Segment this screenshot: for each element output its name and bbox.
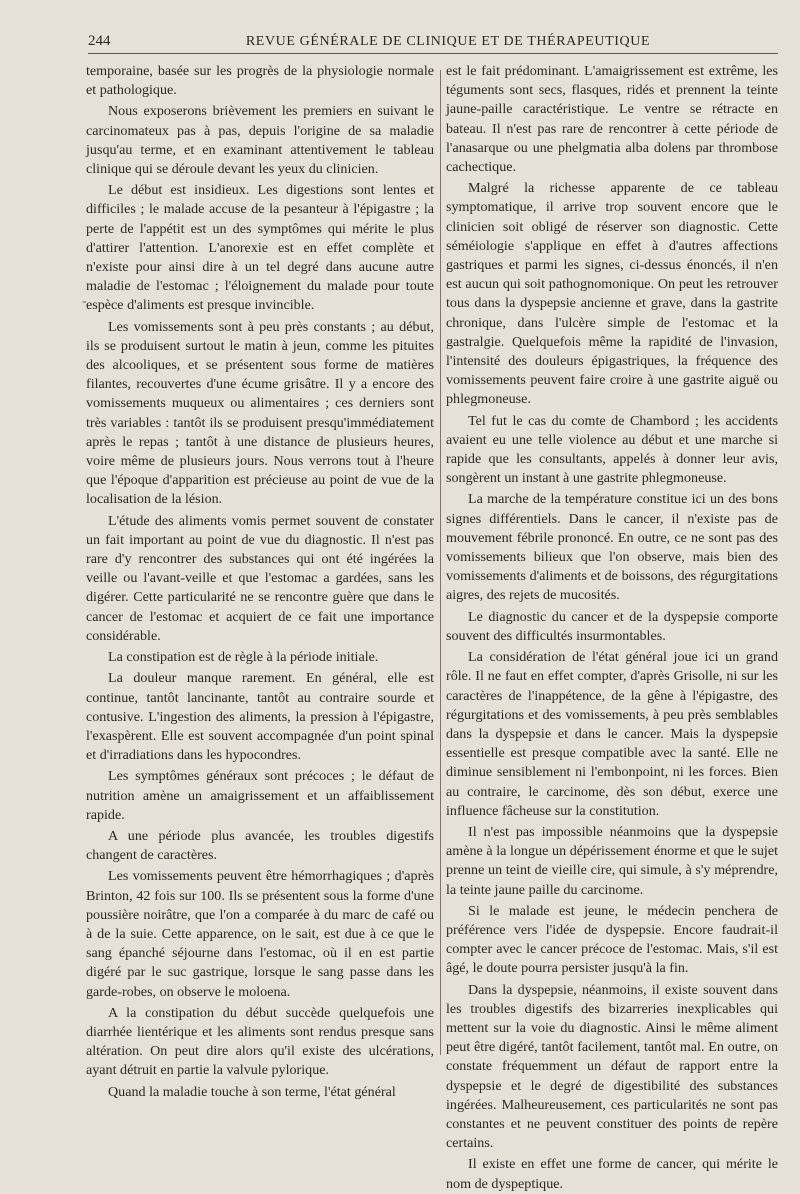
page-header — [88, 33, 778, 54]
paragraph: La douleur manque rarement. En général, elle est continue, tantôt lancinante, tantôt au contraire sourde et contusive. L'ingestion des aliments, la pression à l'épigastre, l'exaspèrent. Elle est souvent accompagnée d'un point spinal et d'irradiations dans les hypocondres. — [86, 670, 434, 764]
paragraph: Malgré la richesse apparente de ce tableau symptomatique, il arrive trop souvent encore que le clinicien soit obligé de réserver son diagnostic. Cette séméiologie s'applique en effet à d'autres affections gastriques et parmi les signes, ci-dessus énoncés, il n'en est aucun qui soit pathognomonique. On peut les retrouver tous dans la dyspepsie ancienne et grave, dans la gastrite chronique, dans l'ulcère simple de l'estomac et la gastralgie. Quelquefois même la rapidité de l'invasion, l'intensité des douleurs épigastriques, la fréquence des vomissements peuvent faire croire à une gastrite aiguë ou phlegmoneuse. — [446, 180, 778, 408]
paragraph: Le début est insidieux. Les digestions sont lentes et difficiles ; le malade accuse de la pesanteur à l'épigastre ; la perte de l'appétit est un des symptômes qui mérite le plus d'attirer l'attention. L'anorexie est en effet complète et n'existe pour ainsi dire à un tel degré dans aucune autre maladie de l'estomac ; l'éloignement du malade pour toute espèce d'aliments est presque invincible. — [86, 182, 434, 314]
paragraph: Nous exposerons brièvement les premiers en suivant le carcinomateux pas à pas, depuis l'origine de sa maladie jusqu'au terme, et en examinant attentivement le tableau clinique qui se déroule devant les yeux du clinicien. — [86, 103, 434, 178]
paragraph: est le fait prédominant. L'amaigrissement est extrême, les téguments sont secs, flasques, ridés et prennent la teinte jaune-paille caractéristique. Le ventre se rétracte en bateau. Il n'est pas rare de rencontrer à cette période de l'anasarque ou une phelgmatia alba dolens par thrombose cachectique. — [446, 63, 778, 176]
paragraph: L'étude des aliments vomis permet souvent de constater un fait important au point de vue du diagnostic. Il n'est pas rare d'y rencontrer des substances qui ont été ingérées la veille ou l'avant-veille et que l'estomac a gardées, sans les digérer. Cette particularité ne se rencontre guère que dans le cancer de l'estomac et acquiert de ce fait une importance considérable. — [86, 512, 434, 644]
paragraph: Les vomissements sont à peu près constants ; au début, ils se produisent surtout le matin à jeun, comme les pituites des alcooliques, et se présentent sous forme de matières filantes, recouvertes d'une écume grisâtre. Il y a encore des vomissements muqueux ou alimentaires ; ces derniers sont très variables : tantôt ils se produisent presqu'immédiatement après le repas ; tantôt à une distance de plusieurs heures, voire même de plusieurs jours. Nous verrons tout à l'heure que l'époque d'apparition est précieuse au point de vue de la localisation de la lésion. — [86, 318, 434, 508]
paragraph: Le diagnostic du cancer et de la dyspepsie comporte souvent des difficultés insurmontables. — [446, 608, 778, 644]
paragraph: La considération de l'état général joue ici un grand rôle. Il ne faut en effet compter, d'après Grisolle, ni sur les caractères de l'inappétence, de la gêne à l'épigastre, des régurgitations et des vomissements, à peu près semblables dans la dyspepsie et dans le cancer. Mais la dyspepsie essentielle est presque compatible avec la santé. Elle ne diminue sensiblement ni l'embonpoint, ni les forces. Bien au contraire, le carcinome, dès son début, exerce une influence fâcheuse sur la constitution. — [446, 649, 778, 819]
right-column — [446, 62, 778, 1192]
paragraph: La constipation est de règle à la période initiale. — [108, 649, 379, 666]
paragraph: Tel fut le cas du comte de Chambord ; les accidents avaient eu une telle violence au début et une marche si rapide que les consultants, appelés à donner leur avis, songèrent un instant à une gastrite phlegmoneuse. — [446, 412, 778, 487]
paragraph: Il existe en effet une forme de cancer, qui mérite le nom de dyspeptique. — [446, 1156, 778, 1192]
running-head: REVUE GÉNÉRALE DE CLINIQUE ET DE THÉRAPEUTIQUE — [245, 34, 651, 49]
paragraph: Il n'est pas impossible néanmoins que la dyspepsie amène à la longue un dépérissement énorme et que le sujet prenne un teint de vieille cire, qui simule, à s'y méprendre, la teinte jaune paille du carcinome. — [446, 823, 778, 898]
paragraph: Dans la dyspepsie, néanmoins, il existe souvent dans les troubles digestifs des bizarreries inexplicables qui mettent sur la voie du diagnostic. Ainsi le même aliment peut être digéré, tantôt facilement, tantôt mal. En outre, on constate fréquemment un défaut de rapport entre la dyspepsie et le degré de digestibilité des substances ingérées. Malheureusement, ces particularités ne sont pas constantes et ne peuvent constituer des points de repère certains. — [446, 981, 778, 1152]
paragraph: temporaine, basée sur les progrès de la physiologie normale et pathologique. — [86, 63, 434, 99]
left-column — [86, 62, 434, 1100]
paragraph: A la constipation du début succède quelquefois une diarrhée lientérique et les aliments sont rendus presque sans altération. On peut dire alors qu'il existe des ulcérations, ayant détruit en partie la valvule pylorique. — [86, 1004, 434, 1079]
paragraph: A une période plus avancée, les troubles digestifs changent de caractères. — [86, 827, 434, 864]
paragraph: Si le malade est jeune, le médecin penchera de préférence vers l'idée de dyspepsie. Encore faudrait-il compter avec le cancer précoce de l'estomac. Mais, s'il est âgé, le doute pourra persister jusqu'à la fin. — [446, 902, 778, 977]
paragraph: Les symptômes généraux sont précoces ; le défaut de nutrition amène un amaigrissement et un affaiblissement rapide. — [86, 768, 434, 823]
page-number: 244 — [88, 33, 111, 49]
paragraph: La marche de la température constitue ici un des bons signes différentiels. Dans le cancer, il n'existe pas de mouvement fébrile prononcé. En outre, ce ne sont pas des vomissements bilieux que l'on observe, mais bien des vomissements d'aliments et de boissons, des régurgitations aigres, des rejets de mucosités. — [446, 491, 778, 604]
margin-dash: - — [82, 294, 87, 309]
column-rule — [440, 70, 441, 1055]
paragraph: Les vomissements peuvent être hémorrhagiques ; d'après Brinton, 42 fois sur 100. Ils se présentent sous la forme d'une poussière noirâtre, que l'on a comparée à du marc de café ou à de la suie. Cette apparence, on le sait, est due à ce que le sang épanché séjourne dans l'estomac, où il en est partie digéré par le suc gastrique, lorsque le sang passe dans les garde-robes, on observe le moloena. — [86, 868, 434, 1000]
paragraph: Quand la maladie touche à son terme, l'état général — [108, 1083, 396, 1100]
